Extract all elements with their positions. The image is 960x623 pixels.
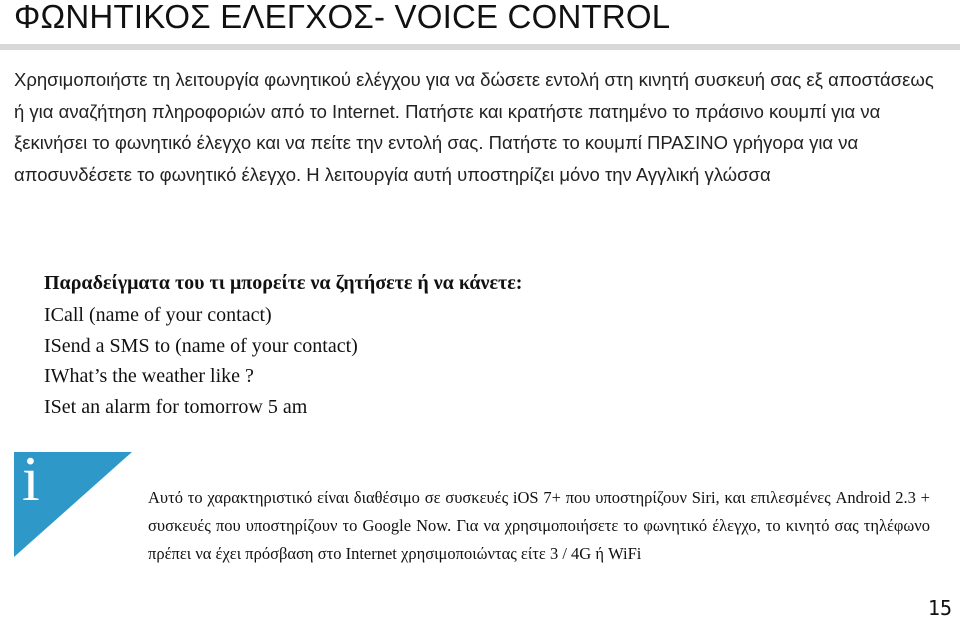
page-title: ΦΩΝΗΤΙΚΟΣ ΕΛΕΓΧΟΣ- VOICE CONTROL — [14, 0, 671, 35]
info-icon-letter: i — [22, 443, 40, 514]
page-number: 15 — [927, 596, 952, 620]
example-item: ICall (name of your contact) — [44, 304, 272, 326]
example-item: IWhat’s the weather like ? — [44, 365, 254, 387]
example-item: ISet an alarm for tomorrow 5 am — [44, 395, 308, 418]
intro-paragraph: Χρησιμοποιήστε τη λειτουργία φωνητικού ελέγχου για να δώσετε εντολή στη κινητή συσκευή σας εξ αποστάσεως ή για αναζήτηση πληροφοριών από το Internet. Πατήστε και κρατήστε πατημένο το πράσινο κουμπί για να ξεκινήσει το φωνητικό έλεγχο και να πείτε την εντολή σας. Πατήστε το κουμπί ΠΡΑΣΙΝΟ γρήγορα για να αποσυνδέσετε το φωνητικό έλεγχο. Η λειτουργία αυτή υποστηρίζει μόνο την Αγγλική γλώσσα — [14, 69, 934, 185]
info-note: Αυτό το χαρακτηριστικό είναι διαθέσιμο σε συσκευές iOS 7+ που υποστηρίζουν Siri, και επιλεσμένες Android 2.3 + συσκευές που υποστηρίζουν το Google Now. Για να χρησιμοποιήσετε το φωνητικό έλεγχο, το κινητό σας τηλέφωνο πρέπει να έχει πρόσβαση στο Internet χρησιμοποιώντας είτε 3 / 4G ή WiFi — [148, 488, 930, 563]
example-item: ISend a SMS to (name of your contact) — [44, 334, 358, 357]
title-divider — [0, 44, 960, 50]
examples-section — [44, 272, 924, 422]
examples-heading: Παραδείγματα του τι μπορείτε να ζητήσετε ή να κάνετε: — [44, 272, 523, 294]
